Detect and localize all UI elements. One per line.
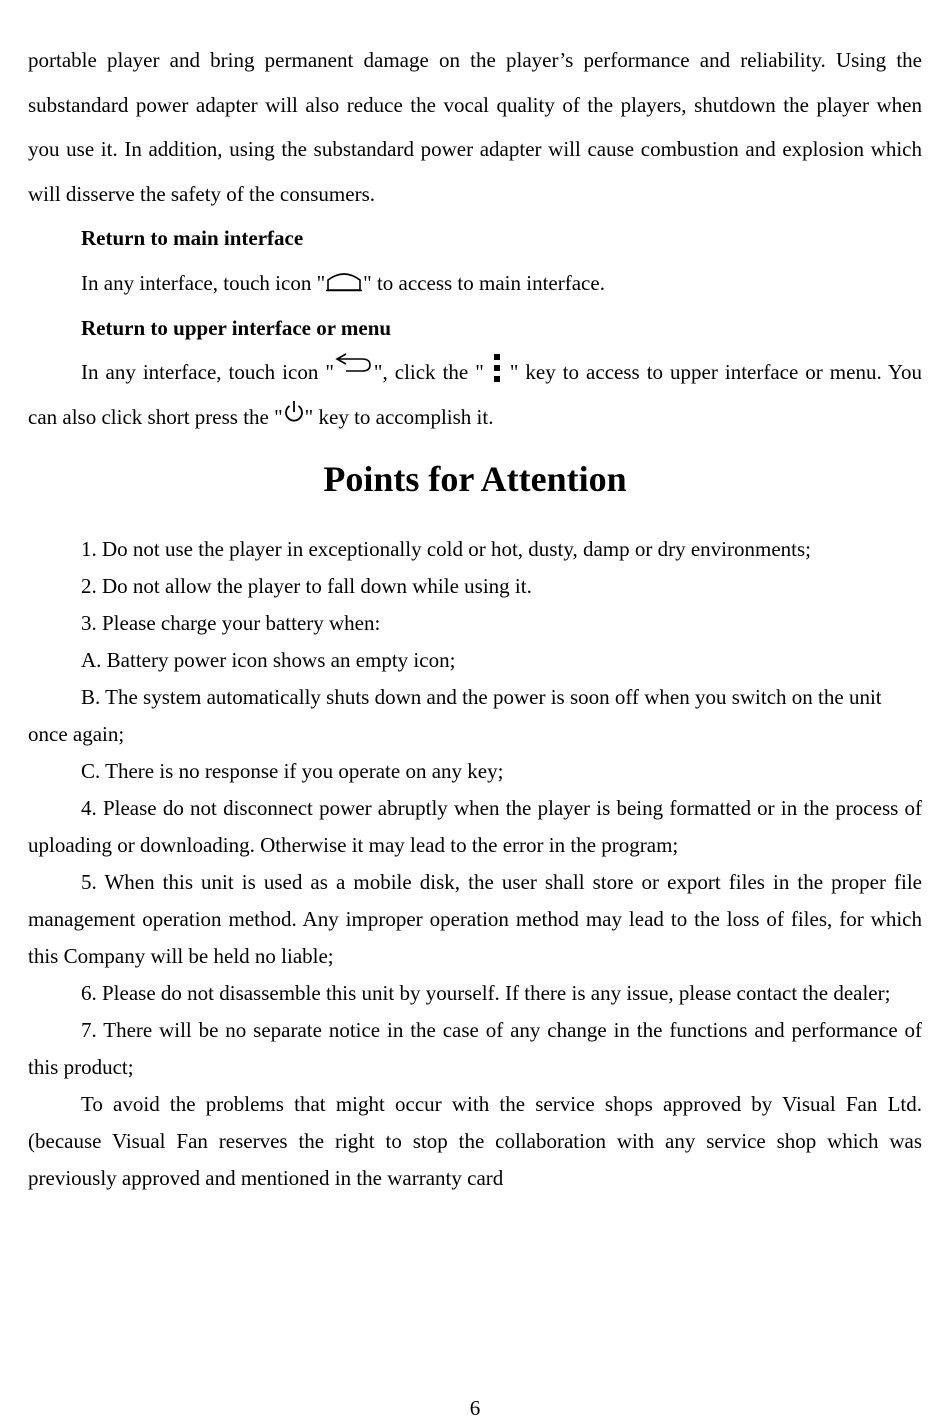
return-main-text-before: In any interface, touch icon ": [81, 270, 326, 295]
point-5: 5. When this unit is used as a mobile disk, the user shall store or export files in the proper file management operation method. Any improper operation method may lead to the loss of files, for which this Company will be held no liable;: [28, 870, 922, 969]
point-2: 2. Do not allow the player to fall down while using it.: [81, 574, 532, 599]
power-icon: [283, 400, 305, 424]
points-list: [28, 531, 922, 1197]
intro-section: [28, 38, 922, 216]
return-upper-heading: Return to upper interface or menu: [81, 315, 392, 340]
service-note: To avoid the problems that might occur with the service shops approved by Visual Fan Ltd. (because Visual Fan reserves the right to stop the collaboration with any service shop which was previously approved and mentioned in the warranty card: [28, 1092, 922, 1191]
point-3a: A. Battery power icon shows an empty icon;: [81, 648, 456, 673]
return-upper-text-4: " key to accomplish it.: [304, 404, 494, 429]
point-3: 3. Please charge your battery when:: [81, 611, 381, 636]
return-main-heading: Return to main interface: [81, 226, 304, 251]
back-arrow-icon: [334, 351, 374, 373]
intro-paragraph: portable player and bring permanent damage on the player’s performance and reliability. Using the substandard power adapter will also reduce the vocal quality of the players, shutdown the player when you use it. In addition, using the substandard power adapter will cause combustion and explosion which will disserve the safety of the consumers.: [28, 48, 922, 206]
point-3b: B. The system automatically shuts down and the power is soon off when you switch on the unit once again;: [28, 685, 882, 747]
return-upper-text-1: In any interface, touch icon ": [81, 360, 334, 385]
section-title: Points for Attention: [323, 459, 627, 500]
point-3c: C. There is no response if you operate on any key;: [81, 759, 504, 784]
point-7: 7. There will be no separate notice in the case of any change in the functions and performance of this product;: [28, 1018, 922, 1080]
point-1: 1. Do not use the player in exceptionally cold or hot, dusty, damp or dry environments;: [81, 537, 811, 562]
page-number: 6: [469, 1396, 481, 1420]
document-page: [28, 38, 922, 1197]
home-icon: [325, 270, 363, 292]
return-upper-instruction: [28, 350, 922, 439]
return-main-instruction: [28, 261, 922, 306]
point-6: 6. Please do not disassemble this unit by yourself. If there is any issue, please contact the dealer;: [81, 981, 891, 1006]
point-4: 4. Please do not disconnect power abruptly when the player is being formatted or in the process of uploading or downloading. Otherwise it may lead to the error in the program;: [28, 796, 922, 858]
return-upper-text-2: ", click the ": [373, 360, 484, 385]
return-main-text-after: " to access to main interface.: [363, 270, 605, 295]
return-upper-text-3: " key to access to upper interface or menu. You can also click short press the ": [28, 360, 922, 429]
menu-dots-icon: [492, 353, 502, 383]
